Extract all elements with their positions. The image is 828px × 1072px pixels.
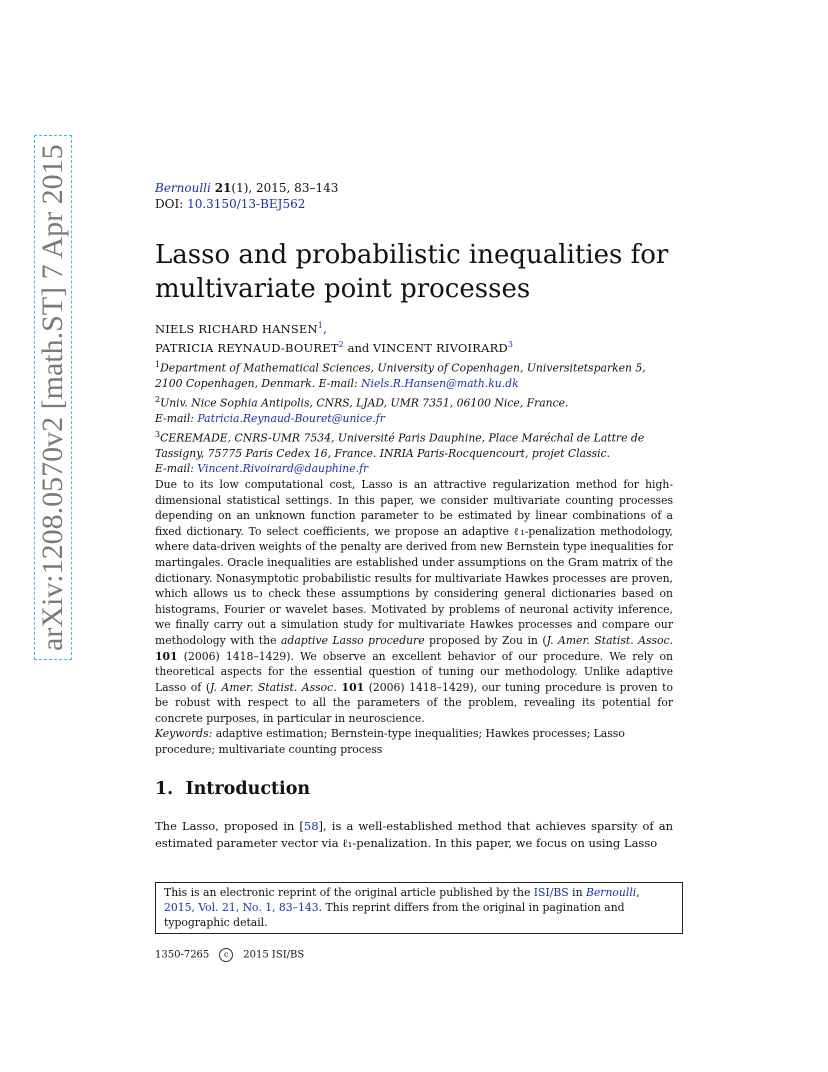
affiliation-2-number: 2: [155, 394, 161, 404]
reprint-text-2: in: [568, 886, 586, 899]
abstract-bold-2: 101: [336, 680, 365, 694]
affiliation-3-text: CEREMADE, CNRS-UMR 7534, Université Paris Dauphine, Place Maréchal de Lattre de Tassigny, 75775 Paris Cedex 16, France. INRIA Paris-Rocquencourt, projet Classic.: [155, 431, 645, 460]
journal-name-link[interactable]: Bernoulli: [155, 181, 211, 195]
author-3-affil-ref[interactable]: 3: [507, 339, 514, 349]
section-number: 1.: [155, 779, 174, 799]
journal-header: [155, 180, 338, 212]
affiliation-2-text: Univ. Nice Sophia Antipolis, CNRS, LJAD, UMR 7351, 06100 Nice, France.: [160, 396, 569, 410]
intro-text-2: ], is a well-established method that achieves sparsity of an estimated parameter vector via ℓ₁-penalization. In this paper, we focus on using Lasso: [155, 819, 673, 850]
reprint-text-4: . This reprint differs from the original in pagination and typographic detail.: [164, 901, 625, 930]
author-and: and: [343, 340, 373, 355]
abstract-emph-2: J. Amer. Statist. Assoc.: [546, 633, 674, 647]
intro-text-1: The Lasso, proposed in [: [155, 819, 304, 833]
journal-volume: 21: [214, 181, 232, 195]
author-2: PATRICIA REYNAUD-BOURET: [155, 340, 339, 355]
email-prefix-2: E-mail:: [155, 411, 198, 425]
affiliations: [155, 357, 673, 477]
abstract: [155, 477, 673, 727]
isi-bs-link[interactable]: ISI/BS: [533, 886, 569, 899]
author-separator: ,: [323, 321, 327, 336]
abstract-text-4: (2006) 1418–1429), our tuning procedure is proven to be robust with respect to all the parameters of the problem, revealing its potential for concrete purposes, in particular in neuroscience.: [155, 680, 674, 725]
copyright-text: 2015 ISI/BS: [243, 949, 305, 961]
author-1-affil-ref[interactable]: 1: [317, 321, 324, 330]
footer: [155, 948, 304, 962]
intro-paragraph: [155, 818, 673, 852]
author-3: VINCENT RIVOIRARD: [372, 340, 508, 355]
reprint-journal-link[interactable]: Bernoulli: [585, 886, 637, 899]
arxiv-id: arXiv:1208.0570v2 [math.ST] 7 Apr 2015: [36, 144, 69, 651]
author-1: NIELS RICHARD HANSEN: [155, 321, 318, 336]
reprint-citation-link[interactable]: 2015, Vol. 21, No. 1, 83–143: [164, 901, 319, 915]
email-link-2[interactable]: Patricia.Reynaud-Bouret@unice.fr: [197, 411, 385, 425]
reprint-text-3: ,: [636, 886, 640, 899]
email-link-1[interactable]: Niels.R.Hansen@math.ku.dk: [361, 377, 519, 391]
email-prefix-3: E-mail:: [155, 462, 198, 476]
affiliation-1-text: Department of Mathematical Sciences, University of Copenhagen, Universitetsparken 5, 2100 Copenhagen, Denmark. E-mail:: [155, 361, 646, 391]
keywords-label: Keywords:: [155, 727, 213, 740]
abstract-bold-1: 101: [155, 649, 178, 663]
issn: 1350-7265: [155, 949, 210, 961]
keywords: [155, 726, 673, 757]
citation-link-58[interactable]: 58: [303, 819, 319, 833]
abstract-emph-3: J. Amer. Statist. Assoc.: [210, 680, 337, 694]
keywords-text: adaptive estimation; Bernstein-type inequalities; Hawkes processes; Lasso procedure; multivariate counting process: [155, 727, 625, 756]
doi-link[interactable]: 10.3150/13-BEJ562: [187, 197, 306, 211]
copyright-icon: c: [219, 948, 233, 962]
affiliation-3-number: 3: [155, 429, 161, 439]
arxiv-sidebar-stamp: [34, 135, 72, 660]
abstract-emph-1: adaptive Lasso procedure: [281, 633, 425, 647]
affiliation-1-number: 1: [155, 360, 161, 369]
affiliation-2: [155, 392, 673, 427]
author-list: [155, 318, 513, 356]
journal-issue-pages: (1), 2015, 83–143: [231, 181, 339, 195]
author-2-affil-ref[interactable]: 2: [338, 339, 344, 349]
reprint-notice-box: [155, 882, 683, 934]
affiliation-3: [155, 427, 673, 477]
abstract-text-2: proposed by Zou in (: [424, 633, 547, 647]
email-link-3[interactable]: Vincent.Rivoirard@dauphine.fr: [197, 462, 369, 476]
section-heading: [155, 779, 310, 799]
title-line-1: Lasso and probabilistic inequalities for: [155, 240, 669, 270]
doi-label: DOI:: [155, 197, 184, 211]
section-title: Introduction: [185, 779, 311, 799]
abstract-text-3: (2006) 1418–1429). We observe an excellent behavior of our procedure. We rely on theoretical aspects for the essential question of tuning our methodology. Unlike adaptive Lasso of (: [155, 649, 673, 694]
abstract-text-1: Due to its low computational cost, Lasso is an attractive regularization method for high-dimensional statistical settings. In this paper, we consider multivariate counting processes depending on an unknown function parameter to be estimated by linear combinations of a fixed dictionary. To select coefficients, we propose an adaptive ℓ₁-penalization methodology, where data-driven weights of the penalty are derived from new Bernstein type inequalities for martingales. Oracle inequalities are established under assumptions on the Gram matrix of the dictionary. Nonasymptotic probabilistic results for multivariate Hawkes processes are proven, which allows us to check these assumptions by considering general dictionaries based on histograms, Fourier or wavelet bases. Motivated by problems of neuronal activity inference, we finally carry out a simulation study for multivariate Hawkes processes and compare our methodology with the: [155, 478, 673, 647]
paper-title: [155, 238, 715, 306]
affiliation-1: [155, 357, 673, 392]
reprint-text-1: This is an electronic reprint of the original article published by the: [164, 886, 534, 899]
title-line-2: multivariate point processes: [155, 274, 531, 304]
